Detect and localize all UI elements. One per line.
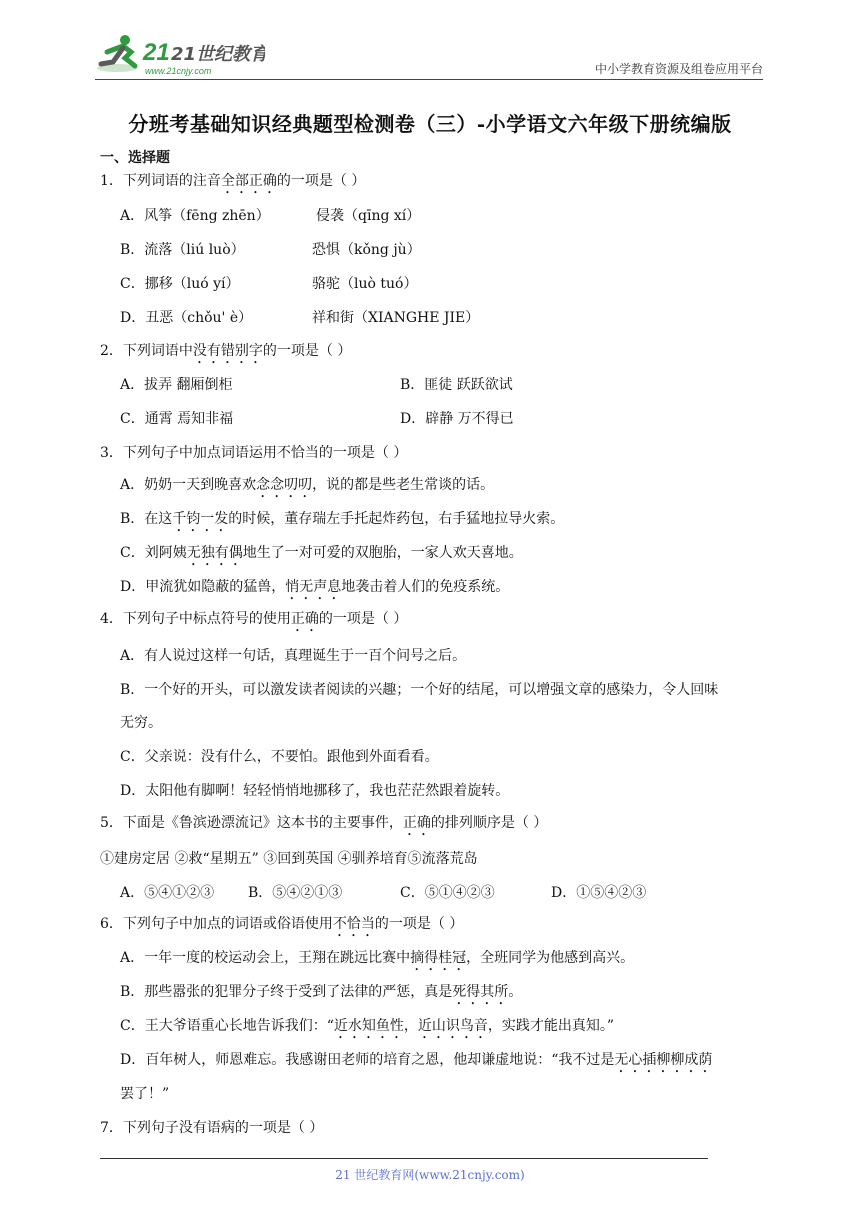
question-2-stem: 2．下列词语中没有错别字的一项是（ ） (100, 343, 352, 359)
q5-option-c: C．⑤①④②③ (400, 885, 495, 901)
footer-text: 21 世纪教育网(www.21cnjy.com) (335, 1168, 525, 1182)
q6-option-d: D．百年树人，师恩难忘。我感谢田老师的培育之恩，他却谦虚地说：“我不过是无心插柳柳成荫 (120, 1052, 713, 1068)
q6-option-b: B．那些嚣张的犯罪分子终于受到了法律的严惩，真是死得其所。 (120, 984, 523, 1000)
header-platform-text: 中小学教育资源及组卷应用平台 (594, 62, 763, 76)
q1-option-a-2: 侵袭（qīng xí） (316, 208, 421, 224)
question-3-stem: 3．下列句子中加点词语运用不恰当的一项是（ ） (100, 445, 408, 461)
page-header (95, 30, 763, 82)
q2-option-d: D．辟静 万不得已 (400, 411, 514, 427)
q4-option-c: C．父亲说：没有什么，不要怕。跟他到外面看看。 (120, 749, 439, 765)
question-4-stem: 4．下列句子中标点符号的使用正确的一项是（ ） (100, 611, 408, 627)
q3-option-b: B．在这千钧一发的时候，董存瑞左手托起炸药包，右手猛地拉导火索。 (120, 511, 565, 527)
question-7-stem: 7．下列句子没有语病的一项是（ ） (100, 1120, 324, 1136)
q1-option-b-2: 恐惧（kǒng jù） (312, 242, 421, 258)
question-5-stem: 5．下面是《鲁滨逊漂流记》这本书的主要事件，正确的排列顺序是（ ） (100, 815, 548, 831)
q1-option-c-2: 骆驼（luò tuó） (312, 276, 418, 292)
logo-text: 21世纪教育 (171, 44, 265, 65)
q5-option-a: A．⑤④①②③ (120, 885, 215, 901)
q2-option-a: A．拔弄 翻厢倒柜 (120, 377, 233, 393)
q1-option-d: D．丑恶（chǒu' è） (120, 310, 253, 326)
q2-option-c: C．通霄 焉知非福 (120, 411, 234, 427)
q4-option-b: B．一个好的开头，可以激发读者阅读的兴趣；一个好的结尾，可以增强文章的感染力，令人回味 (120, 682, 719, 698)
q6-option-d-cont: 罢了！” (120, 1086, 170, 1102)
q4-option-d: D．太阳他有脚啊！轻轻悄悄地挪移了，我也茫茫然跟着旋转。 (120, 783, 510, 799)
q3-option-d: D．甲流犹如隐蔽的猛兽，悄无声息地袭击着人们的免疫系统。 (120, 579, 510, 595)
q3-option-a: A．奶奶一天到晚喜欢念念叨叨，说的都是些老生常谈的话。 (120, 477, 495, 493)
q5-option-b: B．⑤④②①③ (248, 885, 343, 901)
svg-text:21: 21 (143, 39, 170, 66)
q2-option-b: B．匪徒 跃跃欲试 (400, 377, 513, 393)
header-divider (95, 79, 763, 80)
q3-option-c: C．刘阿姨无独有偶地生了一对可爱的双胞胎，一家人欢天喜地。 (120, 545, 523, 561)
q6-option-c: C．王大爷语重心长地告诉我们：“近水知鱼性，近山识鸟音，实践才能出真知。” (120, 1018, 615, 1034)
runner-logo-icon (95, 32, 265, 78)
page-title: 分班考基础知识经典题型检测卷（三）-小学语文六年级下册统编版 (128, 112, 732, 136)
q1-option-d-2: 祥和街（XIANGHE JIE） (312, 310, 480, 326)
section-heading: 一、选择题 (100, 150, 170, 166)
q5-option-d: D．①⑤④②③ (551, 885, 647, 901)
q6-option-a: A．一年一度的校运动会上，王翔在跳远比赛中摘得桂冠，全班同学为他感到高兴。 (120, 950, 635, 966)
q1-option-b: B．流落（liú luò） (120, 242, 245, 258)
q1-option-c: C．挪移（luó yí） (120, 276, 240, 292)
question-1-stem: 1．下列词语的注音全部正确的一项是（ ） (100, 173, 366, 189)
q4-option-b-cont: 无穷。 (120, 715, 162, 731)
logo (95, 32, 265, 78)
q4-option-a: A．有人说过这样一句话，真理诞生于一百个问号之后。 (120, 648, 467, 664)
logo-sub: www.21cnjy.com (145, 66, 212, 76)
q5-events: ①建房定居 ②救“星期五” ③回到英国 ④驯养培育⑤流落荒岛 (100, 851, 478, 867)
question-6-stem: 6．下列句子中加点的词语或俗语使用不恰当的一项是（ ） (100, 916, 464, 932)
footer-divider (100, 1158, 708, 1159)
q1-option-a: A．风筝（fēng zhēn） (120, 208, 270, 224)
